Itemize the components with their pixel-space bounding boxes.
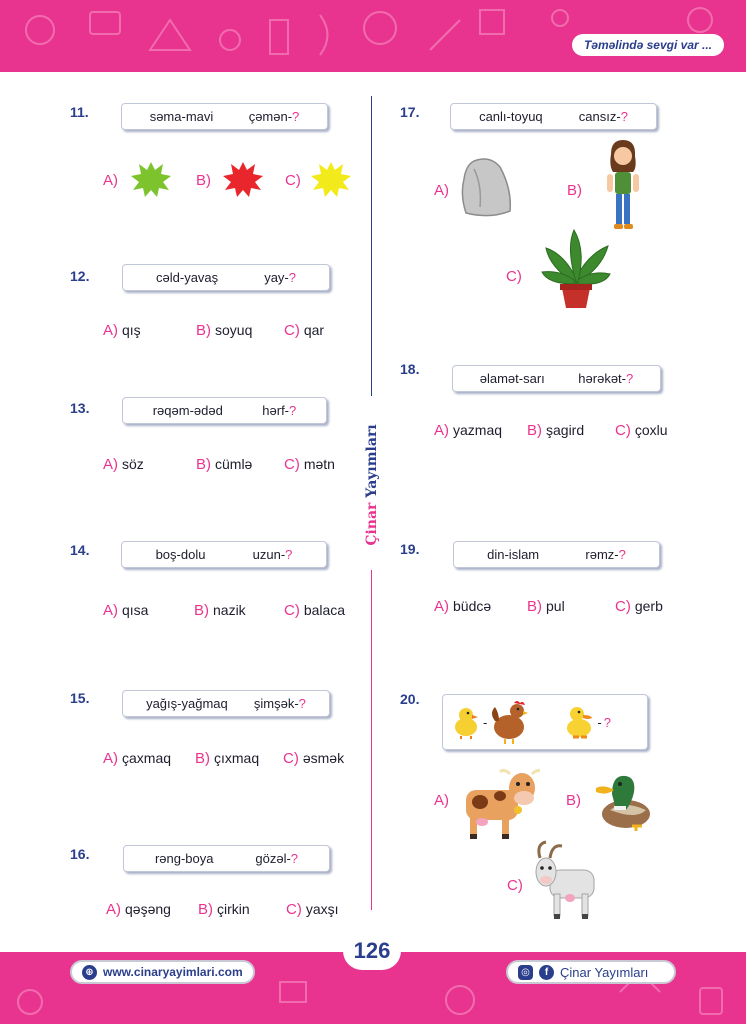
q19-a-letter: A): [434, 598, 449, 615]
q13-prompt-box: [122, 397, 327, 424]
q12-a-letter: A): [103, 322, 118, 339]
yellow-paint-splash-icon[interactable]: [308, 158, 354, 198]
q14-option-a[interactable]: [103, 602, 148, 619]
q12-option-c[interactable]: [284, 322, 324, 339]
q14-qmark: ?: [285, 547, 293, 562]
q19-b-text: pul: [546, 598, 565, 614]
q11-option-c-letter[interactable]: C): [285, 172, 301, 189]
q14-c-letter: C): [284, 602, 300, 619]
q18-option-a[interactable]: [434, 422, 502, 439]
q19-b-letter: B): [527, 598, 542, 615]
q16-b-letter: B): [198, 901, 213, 918]
social-name: Çinar Yayımları: [560, 964, 649, 980]
q19-c-text: gerb: [634, 598, 663, 614]
column-divider-top: [371, 96, 372, 396]
q19-a-text: büdcə: [453, 598, 492, 614]
q16-c-letter: C): [286, 901, 302, 918]
q13-number: 13.: [70, 400, 90, 416]
q11-number: 11.: [70, 104, 89, 120]
q15-a-letter: A): [103, 750, 118, 767]
side-label-part1: Çinar: [364, 502, 380, 546]
q17-qmark: ?: [620, 109, 628, 124]
q16-a-letter: A): [106, 901, 121, 918]
q20-option-b-letter[interactable]: B): [566, 792, 581, 809]
q18-b-letter: B): [527, 422, 542, 439]
q12-a-text: qış: [122, 322, 141, 338]
q19-c-letter: C): [615, 598, 631, 615]
q16-a-text: qəşəng: [125, 901, 171, 917]
q14-c-text: balaca: [303, 602, 346, 618]
q16-option-c[interactable]: [286, 901, 339, 918]
q16-option-a[interactable]: [106, 901, 171, 918]
q15-c-text: əsmək: [302, 750, 345, 766]
q18-pair: əlamət-sarı: [479, 371, 545, 386]
q13-option-b[interactable]: [196, 456, 252, 473]
q17-word: cansız-: [578, 109, 621, 124]
q20-option-a-letter[interactable]: A): [434, 792, 449, 809]
q18-option-c[interactable]: [615, 422, 668, 439]
q16-number: 16.: [70, 846, 90, 862]
q14-option-c[interactable]: [284, 602, 345, 619]
q14-prompt-box: [121, 541, 327, 568]
q19-pair: din-islam: [487, 547, 540, 562]
q16-word: gözəl-: [255, 851, 291, 866]
potted-plant-icon[interactable]: [540, 228, 612, 310]
q11-pair: səma-mavi: [149, 109, 214, 124]
q12-c-letter: C): [284, 322, 300, 339]
q15-number: 15.: [70, 690, 90, 706]
goat-icon[interactable]: [530, 840, 600, 920]
girl-icon[interactable]: [603, 138, 643, 230]
q14-b-letter: B): [194, 602, 209, 619]
q17-option-a-letter[interactable]: A): [434, 182, 449, 199]
q15-pair: yağış-yağmaq: [146, 696, 228, 711]
q11-prompt-box: [121, 103, 328, 130]
q12-word: yay-: [264, 270, 289, 285]
q15-qmark: ?: [298, 696, 306, 711]
instagram-icon[interactable]: ◎: [518, 965, 533, 980]
q13-b-text: cümlə: [215, 456, 253, 472]
page-number: 126: [343, 932, 401, 970]
q11-option-b-letter[interactable]: B): [196, 172, 211, 189]
cow-icon[interactable]: [460, 766, 540, 840]
q12-number: 12.: [70, 268, 90, 284]
q17-option-c-letter[interactable]: C): [506, 268, 522, 285]
q17-pair: canlı-toyuq: [479, 109, 543, 124]
q12-qmark: ?: [288, 270, 296, 285]
q18-qmark: ?: [626, 371, 634, 386]
header-band: [0, 0, 746, 72]
q15-c-letter: C): [283, 750, 299, 767]
q19-option-a[interactable]: [434, 598, 491, 615]
q12-option-a[interactable]: [103, 322, 141, 339]
q18-c-letter: C): [615, 422, 631, 439]
book-title: Təməlində sevgi var ...: [572, 34, 724, 56]
q12-pair: cəld-yavaş: [156, 270, 219, 285]
duckling-icon: [563, 703, 595, 741]
q18-number: 18.: [400, 361, 420, 377]
q13-a-text: söz: [122, 456, 144, 472]
q20-qmark: ?: [603, 714, 611, 730]
chick-icon: [451, 705, 481, 739]
facebook-icon[interactable]: f: [539, 965, 554, 980]
q17-option-b-letter[interactable]: B): [567, 182, 582, 199]
q16-pair: rəng-boya: [154, 851, 214, 866]
q16-c-text: yaxşı: [305, 901, 339, 917]
q16-prompt-box: [123, 845, 330, 872]
rock-icon[interactable]: [460, 155, 514, 219]
q14-b-text: nazik: [213, 602, 246, 618]
q14-pair: boş-dolu: [155, 547, 206, 562]
publisher-side-label: [362, 400, 382, 570]
website-url: www.cinaryayimlari.com: [103, 965, 243, 979]
q13-a-letter: A): [103, 456, 118, 473]
q15-b-letter: B): [195, 750, 210, 767]
duck-icon[interactable]: [592, 770, 656, 834]
q13-option-a[interactable]: [103, 456, 144, 473]
q18-c-text: çoxlu: [634, 422, 668, 438]
globe-icon: ⊕: [82, 965, 97, 980]
q12-prompt-box: [122, 264, 330, 291]
q19-number: 19.: [400, 541, 420, 557]
q20-number: 20.: [400, 691, 420, 707]
q17-number: 17.: [400, 104, 420, 120]
q18-a-letter: A): [434, 422, 449, 439]
q19-qmark: ?: [618, 547, 626, 562]
q11-word: çəmən-: [248, 109, 293, 124]
q13-word: hərf-: [262, 403, 290, 418]
q18-option-b[interactable]: [527, 422, 584, 439]
q15-a-text: çaxmaq: [122, 750, 172, 766]
q15-b-text: çıxmaq: [214, 750, 260, 766]
q12-b-text: soyuq: [215, 322, 253, 338]
q20-option-c-letter[interactable]: C): [507, 877, 523, 894]
q14-number: 14.: [70, 542, 90, 558]
q15-word: şimşək-: [253, 696, 299, 711]
q13-b-letter: B): [196, 456, 211, 473]
q12-b-letter: B): [196, 322, 211, 339]
q12-c-text: qar: [303, 322, 325, 338]
social-pill[interactable]: [506, 960, 676, 984]
q16-option-b[interactable]: [198, 901, 250, 918]
q13-c-text: mətn: [303, 456, 335, 472]
green-paint-splash-icon[interactable]: [128, 158, 174, 198]
q13-option-c[interactable]: [284, 456, 335, 473]
website-pill[interactable]: [70, 960, 255, 984]
q18-prompt-box: [452, 365, 661, 392]
red-paint-splash-icon[interactable]: [220, 158, 266, 198]
q11-option-a-letter[interactable]: A): [103, 172, 118, 189]
q19-option-b[interactable]: [527, 598, 565, 615]
column-divider-bottom: [371, 570, 372, 910]
q18-word: hərəkət-: [578, 371, 626, 386]
q19-word: rəmz-: [585, 547, 619, 562]
q17-prompt-box: [450, 103, 657, 130]
q16-b-text: çirkin: [217, 901, 250, 917]
q19-prompt-box: [453, 541, 660, 568]
q18-a-text: yazmaq: [453, 422, 503, 438]
q13-qmark: ?: [289, 403, 297, 418]
q15-prompt-box: [122, 690, 330, 717]
q16-qmark: ?: [290, 851, 299, 866]
q15-option-c[interactable]: [283, 750, 344, 767]
q14-a-text: qısa: [122, 602, 149, 618]
q14-word: uzun-: [252, 547, 286, 562]
q18-b-text: şagird: [546, 422, 585, 438]
q19-option-c[interactable]: [615, 598, 663, 615]
q20-dash-1: -: [483, 714, 488, 730]
q20-dash-2: -: [597, 714, 602, 730]
q14-option-b[interactable]: [194, 602, 246, 619]
hen-icon: [489, 699, 529, 745]
q14-a-letter: A): [103, 602, 118, 619]
q13-c-letter: C): [284, 456, 300, 473]
q11-qmark: ?: [292, 109, 300, 124]
side-label-part2: Yayımları: [364, 424, 380, 498]
q13-pair: rəqəm-ədəd: [152, 403, 223, 418]
q15-option-b[interactable]: [195, 750, 259, 767]
q12-option-b[interactable]: [196, 322, 252, 339]
q20-prompt-box: [442, 694, 648, 750]
q15-option-a[interactable]: [103, 750, 171, 767]
